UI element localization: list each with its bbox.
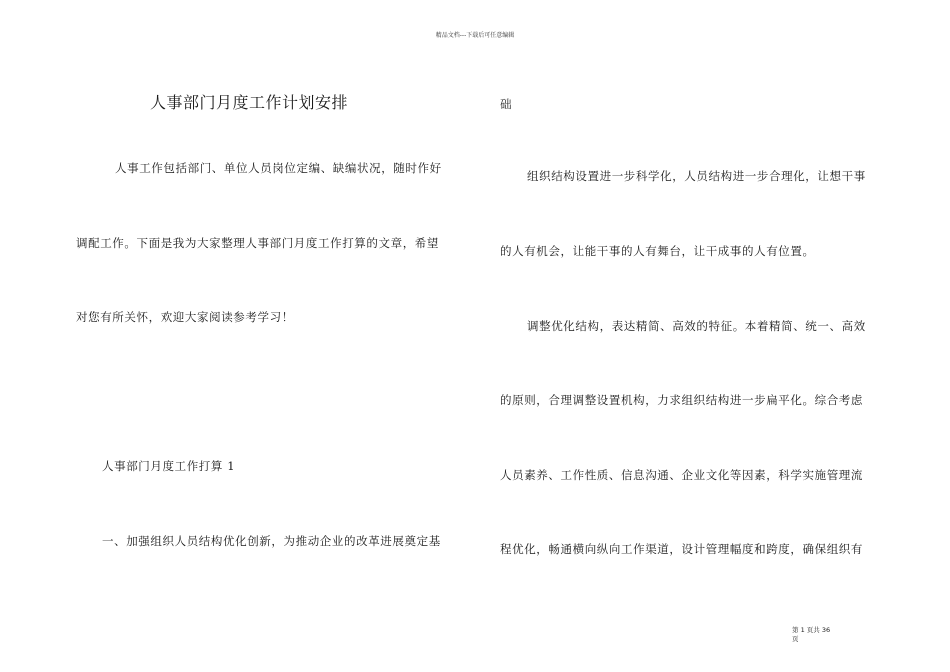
section-heading: 人事部门月度工作打算 1 bbox=[102, 459, 236, 473]
paragraph-line: 对您有所关怀，欢迎大家阅读参考学习！ bbox=[76, 310, 294, 324]
page-header: 精品文档---下载后可任意编辑 bbox=[435, 32, 515, 39]
paragraph-line: 础 bbox=[500, 97, 513, 111]
paragraph-line: 人事工作包括部门、单位人员岗位定编、缺编状况，随时作好 bbox=[115, 161, 442, 175]
document-title: 人事部门月度工作计划安排 bbox=[150, 93, 349, 112]
page-number: 第 1 页共 36 页 bbox=[792, 626, 831, 643]
paragraph-line: 程优化，畅通横向纵向工作渠道，设计管理幅度和跨度，确保组织有 bbox=[500, 542, 863, 556]
paragraph-line: 调整优化结构，表达精简、高效的特征。本着精简、统一、高效 bbox=[527, 319, 866, 333]
paragraph-line: 调配工作。下面是我为大家整理人事部门月度工作打算的文章，希望 bbox=[76, 236, 439, 250]
paragraph-line: 人员素养、工作性质、信息沟通、企业文化等因素，科学实施管理流 bbox=[500, 468, 863, 482]
paragraph-line: 的原则，合理调整设置机构，力求组织结构进一步扁平化。综合考虑 bbox=[500, 393, 863, 407]
paragraph-line: 一、加强组织人员结构优化创新，为推动企业的改革进展奠定基 bbox=[102, 534, 441, 548]
paragraph-line: 的人有机会，让能干事的人有舞台，让干成事的人有位置。 bbox=[500, 244, 815, 258]
paragraph-line: 组织结构设置进一步科学化，人员结构进一步合理化，让想干事 bbox=[527, 169, 866, 183]
